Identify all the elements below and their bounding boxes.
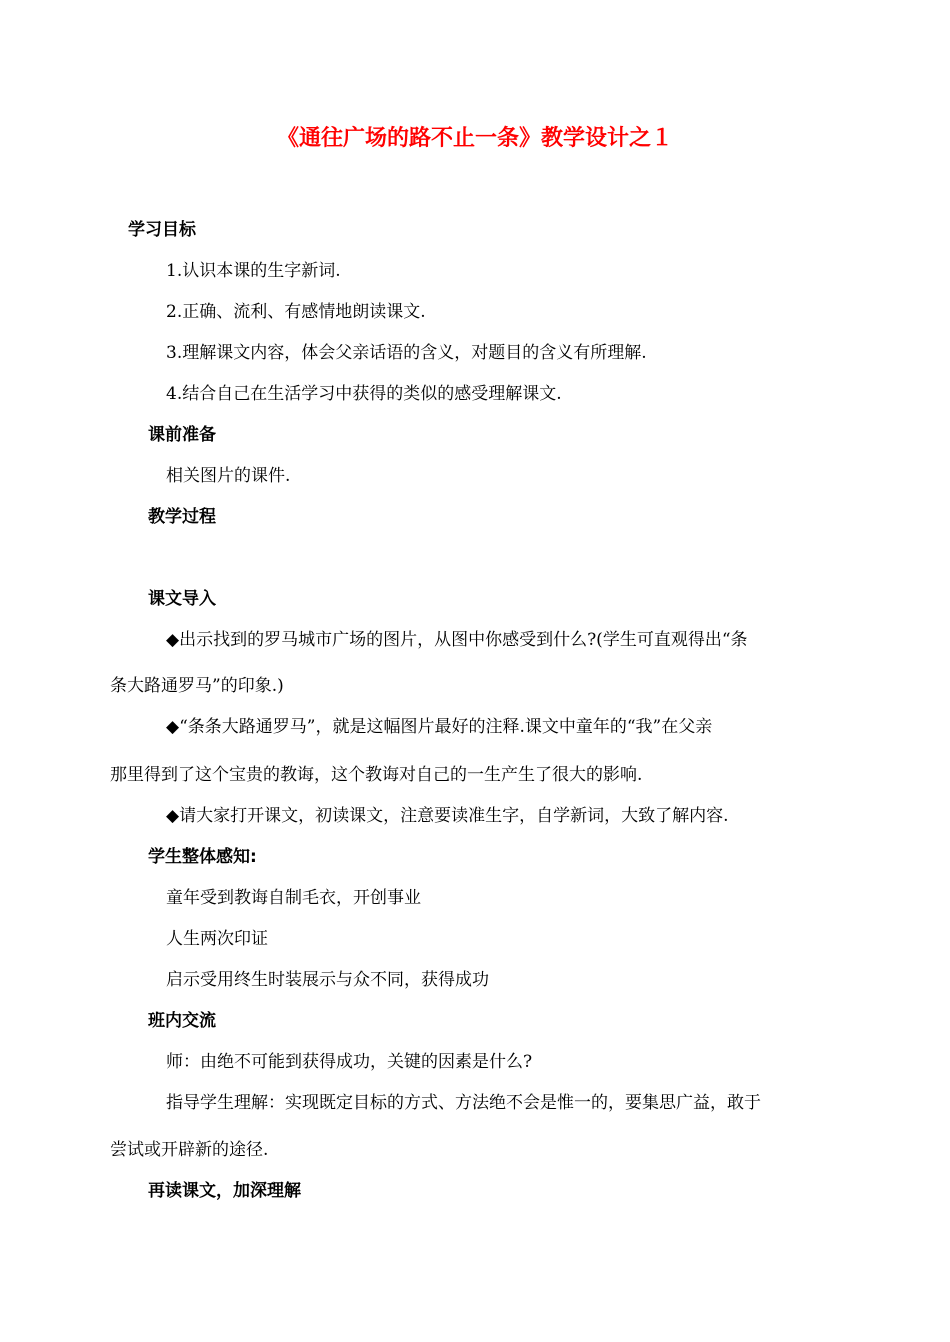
reread-heading: 再读课文，加深理解 bbox=[148, 1181, 301, 1201]
objective-item: 1.认识本课的生字新词. bbox=[166, 261, 341, 281]
intro-paragraph-1-line-1: ◆出示找到的罗马城市广场的图片，从图中你感受到什么?(学生可直观得出“条 bbox=[166, 630, 748, 650]
intro-paragraph-2-line-2: 那里得到了这个宝贵的教诲，这个教诲对自己的一生产生了很大的影响. bbox=[110, 765, 643, 785]
perception-item: 人生两次印证 bbox=[166, 929, 268, 949]
objective-item: 2.正确、流利、有感情地朗读课文. bbox=[166, 302, 426, 322]
objective-item: 3.理解课文内容，体会父亲话语的含义，对题目的含义有所理解. bbox=[166, 343, 647, 363]
perception-item: 童年受到教诲自制毛衣，开创事业 bbox=[166, 888, 421, 908]
objectives-heading: 学习目标 bbox=[128, 220, 196, 240]
exchange-question: 师：由绝不可能到获得成功，关键的因素是什么? bbox=[166, 1052, 533, 1072]
exchange-guide-line-1: 指导学生理解：实现既定目标的方式、方法绝不会是惟一的，要集思广益，敢于 bbox=[166, 1093, 761, 1113]
perception-item: 启示受用终生时装展示与众不同，获得成功 bbox=[166, 970, 489, 990]
objective-item: 4.结合自己在生活学习中获得的类似的感受理解课文. bbox=[166, 384, 562, 404]
prep-heading: 课前准备 bbox=[148, 425, 216, 445]
page-title: 《通往广场的路不止一条》教学设计之１ bbox=[276, 126, 673, 151]
prep-text: 相关图片的课件. bbox=[166, 466, 291, 486]
intro-paragraph-3: ◆请大家打开课文，初读课文，注意要读准生字，自学新词，大致了解内容. bbox=[166, 806, 729, 826]
exchange-heading: 班内交流 bbox=[148, 1011, 216, 1031]
exchange-guide-line-2: 尝试或开辟新的途径. bbox=[110, 1140, 269, 1160]
perception-heading: 学生整体感知: bbox=[148, 847, 257, 867]
intro-paragraph-1-line-2: 条大路通罗马”的印象.) bbox=[110, 676, 284, 696]
intro-paragraph-2-line-1: ◆“条条大路通罗马”，就是这幅图片最好的注释.课文中童年的“我”在父亲 bbox=[166, 717, 713, 737]
intro-heading: 课文导入 bbox=[148, 589, 216, 609]
process-heading: 教学过程 bbox=[148, 507, 216, 527]
